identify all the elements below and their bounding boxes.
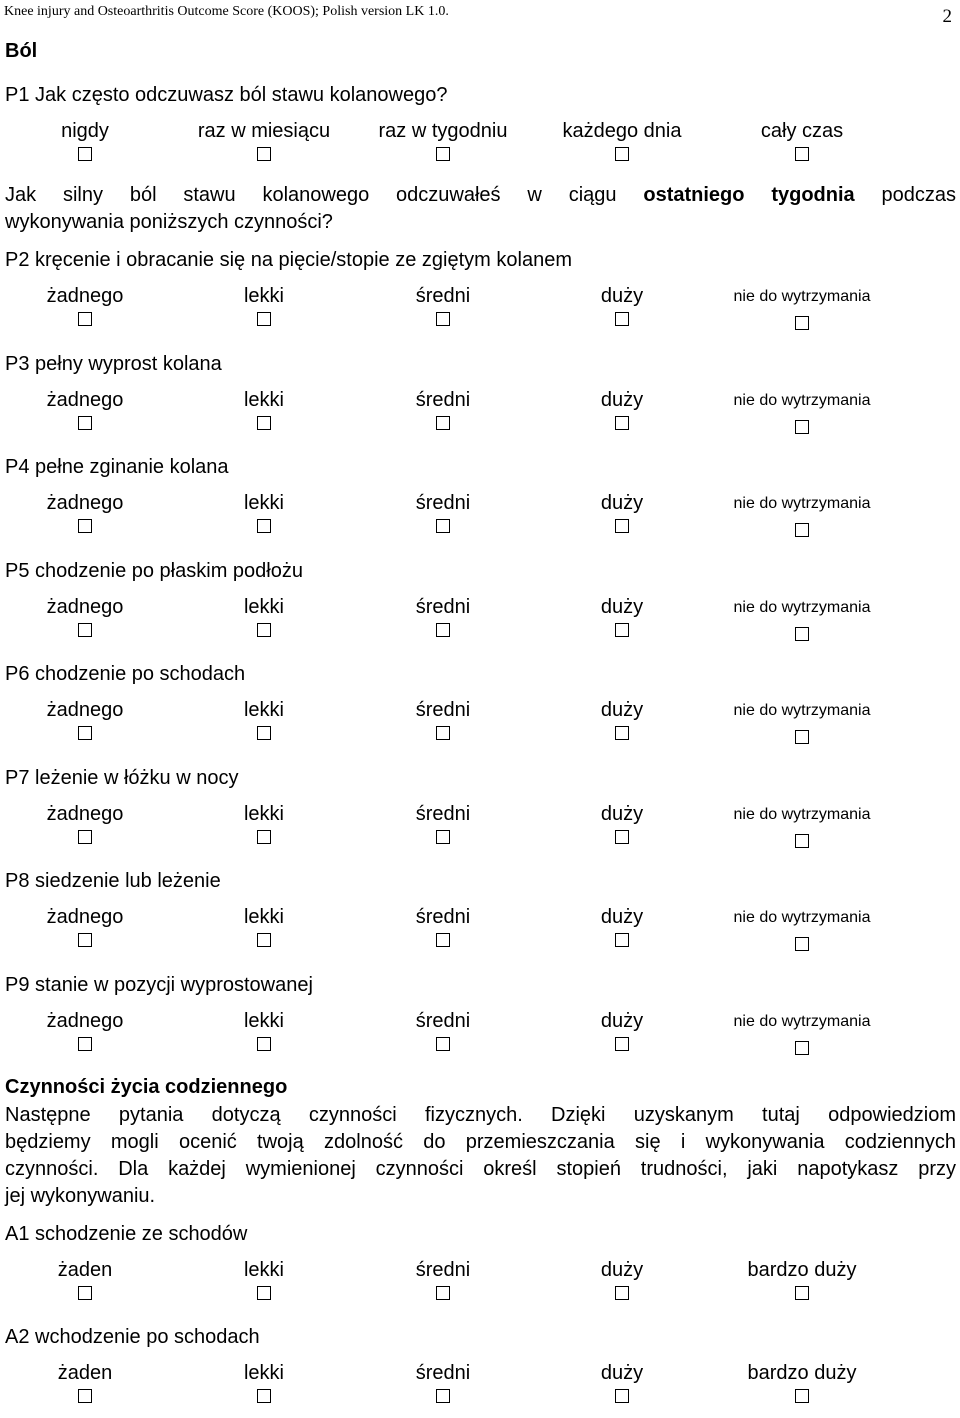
option-checkbox[interactable] <box>257 830 271 844</box>
option-label: bardzo duży <box>747 1259 857 1281</box>
option-checkbox[interactable] <box>615 1286 629 1300</box>
option-label: żadnego <box>46 906 124 928</box>
question-item: A1 schodzenie ze schodów <box>5 1223 248 1245</box>
option-checkbox[interactable] <box>795 1286 809 1300</box>
option-checkbox[interactable] <box>436 416 450 430</box>
option-label: nie do wytrzymania <box>733 288 871 305</box>
option-label: średni <box>415 388 471 411</box>
option-label: duży <box>600 1362 644 1384</box>
option-checkbox[interactable] <box>78 1389 92 1403</box>
question-item: P4 pełne zginanie kolana <box>5 456 229 478</box>
answer-options <box>0 1259 960 1315</box>
option-label: duży <box>600 492 644 514</box>
option-checkbox[interactable] <box>795 420 809 434</box>
instruction-line: będziemy mogli ocenić twoją zdolność do przemieszczania się i wykonywania codziennych <box>5 1131 956 1153</box>
option-label: nie do wytrzymania <box>733 495 871 512</box>
option-checkbox[interactable] <box>257 416 271 430</box>
option-checkbox[interactable] <box>795 1041 809 1055</box>
option-checkbox[interactable] <box>78 830 92 844</box>
answer-options <box>0 389 960 445</box>
option-label: lekki <box>243 906 285 928</box>
option-checkbox[interactable] <box>436 312 450 326</box>
option-label: duży <box>600 802 644 825</box>
option-label: żadnego <box>46 1009 124 1032</box>
option-checkbox[interactable] <box>436 1037 450 1051</box>
option-label: raz w miesiącu <box>197 120 331 142</box>
option-label: duży <box>600 388 644 411</box>
option-checkbox[interactable] <box>78 1037 92 1051</box>
option-checkbox[interactable] <box>436 519 450 533</box>
option-checkbox[interactable] <box>795 627 809 641</box>
option-label: średni <box>415 1009 471 1032</box>
option-label: duży <box>600 595 644 618</box>
emphasis-last-week: ostatniego tygodnia <box>643 184 855 206</box>
option-checkbox[interactable] <box>615 623 629 637</box>
option-label: nie do wytrzymania <box>733 805 871 823</box>
option-checkbox[interactable] <box>78 519 92 533</box>
option-checkbox[interactable] <box>257 1286 271 1300</box>
option-checkbox[interactable] <box>795 834 809 848</box>
option-label: lekki <box>243 595 285 618</box>
option-label: lekki <box>243 1009 285 1032</box>
option-checkbox[interactable] <box>436 623 450 637</box>
question-item: P5 chodzenie po płaskim podłożu <box>5 559 303 582</box>
option-checkbox[interactable] <box>795 937 809 951</box>
option-checkbox[interactable] <box>615 1389 629 1403</box>
option-label: żadnego <box>46 802 124 825</box>
option-label: średni <box>415 595 471 618</box>
option-label: średni <box>415 699 471 721</box>
option-label: żadnego <box>46 492 124 514</box>
option-label: nie do wytrzymania <box>733 391 871 409</box>
option-label: duży <box>600 906 644 928</box>
answer-options <box>0 596 960 652</box>
option-checkbox[interactable] <box>78 1286 92 1300</box>
option-label: nie do wytrzymania <box>733 702 871 719</box>
question-item: P3 pełny wyprost kolana <box>5 352 222 375</box>
option-label: bardzo duży <box>747 1362 857 1384</box>
instruction-line: wykonywania poniższych czynności? <box>5 211 333 233</box>
answer-options <box>0 492 960 548</box>
option-label: średni <box>415 1259 471 1281</box>
option-label: duży <box>600 285 644 307</box>
instruction-line: Jak silny ból stawu kolanowego odczuwałeś w ciągu ostatniego tygodnia podczas <box>5 184 956 206</box>
option-label: nie do wytrzymania <box>733 598 871 616</box>
option-label: każdego dnia <box>562 120 682 142</box>
question-item: P8 siedzenie lub leżenie <box>5 870 221 892</box>
option-checkbox[interactable] <box>257 1389 271 1403</box>
instruction-line: Następne pytania dotyczą czynności fizycznych. Dzięki uzyskanym tutaj odpowiedziom <box>5 1104 956 1126</box>
option-checkbox[interactable] <box>615 312 629 326</box>
page-header <box>4 2 956 26</box>
option-label: żadnego <box>46 699 124 721</box>
option-label: średni <box>415 492 471 514</box>
answer-options <box>0 906 960 962</box>
option-checkbox[interactable] <box>78 147 92 161</box>
option-checkbox[interactable] <box>257 147 271 161</box>
option-label: lekki <box>243 388 285 411</box>
question-p1: P1 Jak często odczuwasz ból stawu kolanowego? <box>5 84 448 106</box>
option-label: nigdy <box>61 120 109 142</box>
option-checkbox[interactable] <box>257 519 271 533</box>
question-item: P6 chodzenie po schodach <box>5 663 246 685</box>
answer-options <box>0 699 960 755</box>
option-checkbox[interactable] <box>78 312 92 326</box>
option-label: duży <box>600 1009 644 1032</box>
adl-instructions <box>5 1102 956 1210</box>
option-label: żaden <box>57 1259 113 1281</box>
option-checkbox[interactable] <box>257 312 271 326</box>
option-checkbox[interactable] <box>615 726 629 740</box>
option-checkbox[interactable] <box>436 147 450 161</box>
pain-instructions <box>5 182 956 236</box>
option-checkbox[interactable] <box>257 726 271 740</box>
option-checkbox[interactable] <box>795 1389 809 1403</box>
page-number: 2 <box>942 6 952 27</box>
option-label: średni <box>415 802 471 825</box>
option-checkbox[interactable] <box>615 416 629 430</box>
option-checkbox[interactable] <box>795 730 809 744</box>
option-label: średni <box>415 285 471 307</box>
question-item: P7 leżenie w łóżku w nocy <box>5 766 239 789</box>
answer-options <box>0 1010 960 1066</box>
option-label: nie do wytrzymania <box>733 1012 871 1030</box>
option-checkbox[interactable] <box>795 147 809 161</box>
option-label: cały czas <box>760 120 844 142</box>
option-label: żadnego <box>46 285 124 307</box>
option-checkbox[interactable] <box>78 933 92 947</box>
section-title-pain: Ból <box>5 40 38 62</box>
option-checkbox[interactable] <box>795 316 809 330</box>
option-label: żadnego <box>46 388 124 411</box>
option-checkbox[interactable] <box>78 726 92 740</box>
option-checkbox[interactable] <box>257 1037 271 1051</box>
option-checkbox[interactable] <box>615 830 629 844</box>
answer-options <box>0 803 960 859</box>
option-checkbox[interactable] <box>436 830 450 844</box>
option-label: lekki <box>243 285 285 307</box>
option-label: lekki <box>243 802 285 825</box>
option-checkbox[interactable] <box>257 623 271 637</box>
option-checkbox[interactable] <box>615 147 629 161</box>
option-label: duży <box>600 699 644 721</box>
option-label: lekki <box>243 1362 285 1384</box>
option-checkbox[interactable] <box>436 726 450 740</box>
question-item: A2 wchodzenie po schodach <box>5 1326 260 1348</box>
option-label: nie do wytrzymania <box>733 909 871 926</box>
option-checkbox[interactable] <box>795 523 809 537</box>
option-checkbox[interactable] <box>436 1389 450 1403</box>
option-checkbox[interactable] <box>615 1037 629 1051</box>
answer-options <box>0 285 960 341</box>
option-label: lekki <box>243 699 285 721</box>
option-label: średni <box>415 1362 471 1384</box>
option-label: żadnego <box>46 595 124 618</box>
option-label: raz w tygodniu <box>378 120 508 142</box>
instruction-line: jej wykonywaniu. <box>5 1185 156 1207</box>
option-checkbox[interactable] <box>615 933 629 947</box>
option-checkbox[interactable] <box>257 933 271 947</box>
option-checkbox[interactable] <box>78 416 92 430</box>
question-item: P9 stanie w pozycji wyprostowanej <box>5 973 313 996</box>
options-p1 <box>0 120 960 176</box>
instruction-line: czynności. Dla każdej wymienionej czynności określ stopień trudności, jaki napotykasz przy <box>5 1158 956 1180</box>
option-checkbox[interactable] <box>78 623 92 637</box>
option-checkbox[interactable] <box>615 519 629 533</box>
document-title: Knee injury and Osteoarthritis Outcome Score (KOOS); Polish version LK 1.0. <box>4 4 449 19</box>
option-label: żaden <box>57 1362 113 1384</box>
question-item: P2 kręcenie i obracanie się na pięcie/stopie ze zgiętym kolanem <box>5 249 572 271</box>
option-label: lekki <box>243 492 285 514</box>
option-label: lekki <box>243 1259 285 1281</box>
section-title-adl: Czynności życia codziennego <box>5 1076 288 1098</box>
option-label: średni <box>415 906 471 928</box>
option-checkbox[interactable] <box>436 1286 450 1300</box>
option-label: duży <box>600 1259 644 1281</box>
option-checkbox[interactable] <box>436 933 450 947</box>
